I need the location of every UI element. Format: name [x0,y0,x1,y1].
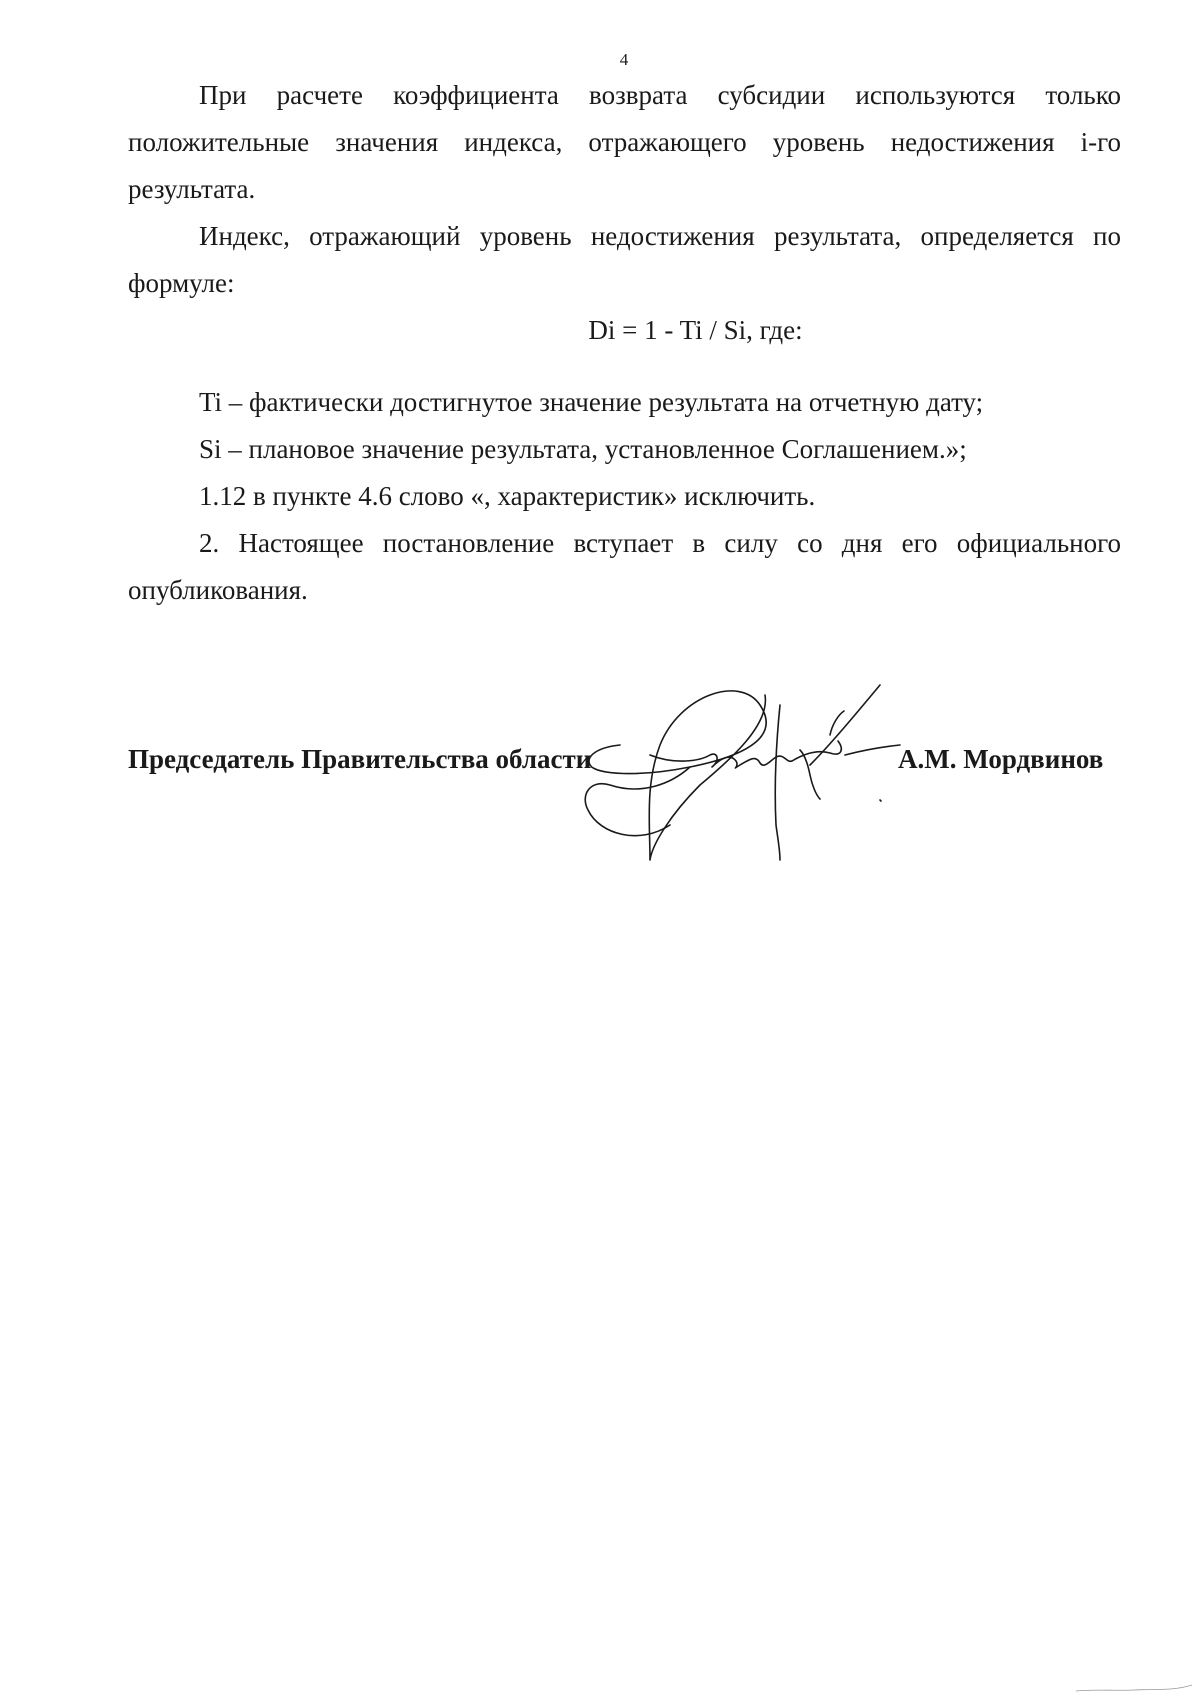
amendment-item-1-12: 1.12 в пункте 4.6 слово «, характеристик» исключить. [199,481,816,511]
corner-scan-artifact [1074,1679,1194,1693]
signatory-name: А.М. Мордвинов [898,744,1104,774]
definition-si: Si – плановое значение результата, установленное Соглашением.»; [199,434,967,464]
paragraph-index-formula-intro: Индекс, отражающий уровень недостижения результата, определяется по формуле: [128,221,1121,298]
handwritten-signature [580,675,940,885]
definition-ti: Ti – фактически достигнутое значение результата на отчетную дату; [199,387,984,417]
paragraph-coefficient: При расчете коэффициента возврата субсидии используются только положительные значения индекса, отражающего уровень недостижения i-го результата. [128,80,1121,204]
formula: Di = 1 - Ti / Si, где: [588,315,803,345]
page-number: 4 [619,50,629,69]
paragraph-effective-date: 2. Настоящее постановление вступает в силу со дня его официального опубликования. [128,528,1121,605]
document-body [128,72,1121,614]
signatory-role: Председатель Правительства области [128,744,592,774]
